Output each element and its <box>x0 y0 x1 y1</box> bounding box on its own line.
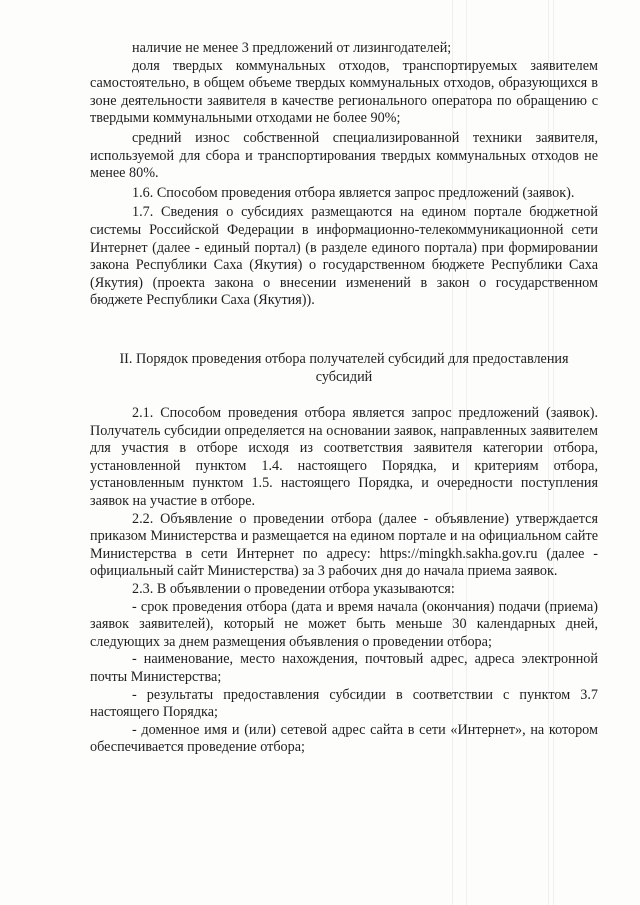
document-body <box>90 40 598 757</box>
section-heading-line: II. Порядок проведения отбора получателей субсидий для предоставления <box>119 350 569 367</box>
paragraph-lessors: наличие не менее 3 предложений от лизингодателей; <box>132 40 452 56</box>
list-item: - доменное имя и (или) сетевой адрес сайта в сети «Интернет», на котором обеспечивается проведение отбора; <box>90 721 598 756</box>
list-item: - срок проведения отбора (дата и время начала (окончания) подачи (приема) заявок заявителей), который не может быть меньше 30 календарных дней, следующих за днем размещения объявления о проведении отбора; <box>90 598 598 650</box>
paragraph-1-6: 1.6. Способом проведения отбора является запрос предложений (заявок). <box>132 184 575 201</box>
paragraph-1-7: 1.7. Сведения о субсидиях размещаются на едином портале бюджетной системы Российской Федерации в информационно-телекоммуникационной сети Интернет (далее - единый портал) (в разделе единого портала) при формировании закона Республики Саха (Якутия) о государственном бюджете Республики Саха (Якутия) (проекта закона о внесении изменений в закон о государственном бюджете Республики Саха (Якутия)). <box>90 204 598 309</box>
list-item: - результаты предоставления субсидии в соответствии с пунктом 3.7 настоящего Порядка; <box>90 686 598 721</box>
paragraph-2-3: 2.3. В объявлении о проведении отбора указываются: <box>132 581 455 598</box>
paragraph-2-1: 2.1. Способом проведения отбора является запрос предложений (заявок). Получатель субсидии определяется на основании заявок, направленных заявителем для участия в отборе исходя из соответствия заявителя категории отбора, установленной пунктом 1.4. настоящего Порядка, и критериям отбора, установленным пунктом 1.5. настоящего Порядка, и очередности поступления заявок на участие в отборе. <box>90 405 598 510</box>
list-item: - наименование, место нахождения, почтовый адрес, адреса электронной почты Министерства; <box>90 651 598 685</box>
section-heading <box>90 351 598 386</box>
paragraph-equipment-wear: средний износ собственной специализированной техники заявителя, используемой для сбора и транспортирования твердых коммунальных отходов не менее 80%. <box>90 129 598 182</box>
section-heading-line: субсидий <box>315 368 373 385</box>
paragraph-2-2: 2.2. Объявление о проведении отбора (далее - объявление) утверждается приказом Министерства и размещается на едином портале и на официальном сайте Министерства в сети Интернет по адресу: https://mingkh.sakha.gov.ru (далее - официальный сайт Министерства) за 3 рабочих дня до начала приема заявок. <box>90 510 598 580</box>
paragraph-waste-share: доля твердых коммунальных отходов, транспортируемых заявителем самостоятельно, в общем объеме твердых коммунальных отходов, образующихся в зоне деятельности заявителя в качестве регионального оператора по обращению с твердыми коммунальными отходами не более 90%; <box>90 57 598 127</box>
